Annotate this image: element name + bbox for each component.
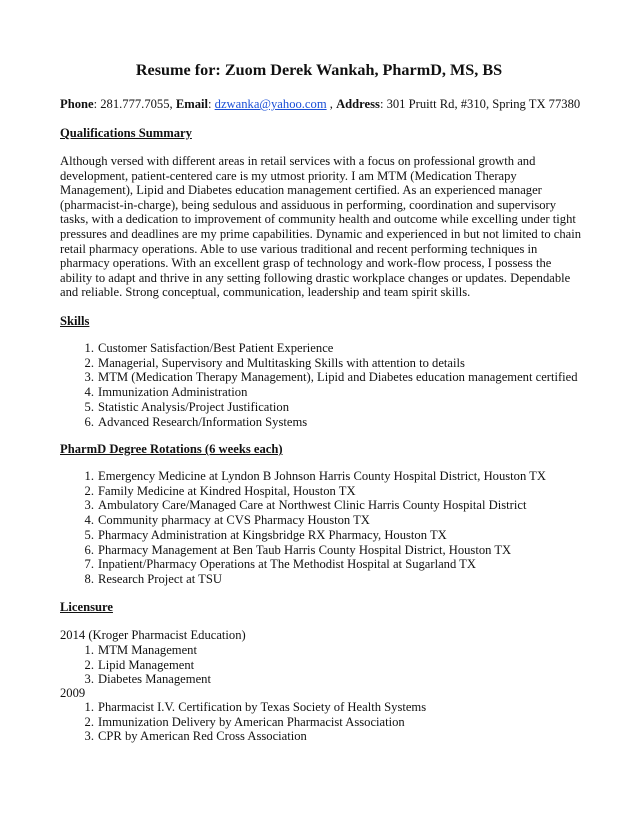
licensure-item: [84, 672, 211, 687]
list-item-text: Lipid Management: [98, 657, 195, 672]
list-item-text: Pharmacy Management at Ben Taub Harris County Hospital District, Houston TX: [98, 542, 512, 557]
list-item-text: Statistic Analysis/Project Justification: [98, 399, 289, 414]
email-trailing: ,: [326, 97, 337, 111]
rotations-heading: PharmD Degree Rotations (6 weeks each): [60, 442, 283, 456]
list-number: 1.: [84, 700, 94, 714]
list-item-text: CPR by American Red Cross Association: [98, 729, 307, 744]
qualifications-heading: Qualifications Summary: [60, 126, 192, 140]
rotation-item: [84, 469, 546, 484]
list-number: 3.: [84, 370, 94, 385]
list-item-text: Customer Satisfaction/Best Patient Experience: [98, 341, 334, 355]
list-number: 8.: [84, 571, 94, 586]
list-item-text: Community pharmacy at CVS Pharmacy Houston TX: [98, 513, 370, 528]
skill-item: [84, 370, 578, 385]
licensure-item: [84, 657, 211, 673]
list-number: 3.: [84, 498, 94, 513]
address-value: : 301 Pruitt Rd, #310, Spring TX 77380: [379, 97, 581, 111]
address-label: Address: [336, 97, 380, 111]
licensure-2014-list: [60, 643, 211, 687]
rotation-item: [84, 513, 546, 528]
list-item-text: MTM Management: [98, 643, 197, 657]
skill-item: [84, 399, 578, 415]
skill-item: [84, 385, 578, 400]
list-item-text: Diabetes Management: [98, 672, 211, 687]
list-item-text: Advanced Research/Information Systems: [98, 414, 308, 429]
licensure-item: [84, 714, 426, 730]
list-number: 6.: [84, 414, 94, 429]
list-item-text: Research Project at TSU: [98, 571, 222, 586]
qualifications-text: Although versed with different areas in retail services with a focus on professional growth and development, patient-centered care is my utmost priority. I am MTM (Medication Therapy Management), Lipid and Diabetes education management certified. As an experienced manager (pharmacist-in-charge), being sedulous and assiduous in performing, coordination and supervisory tasks, with a dedication to improvement of community health and outcome while excelling under tight pressures and deadlines are my prime capabilities. Dynamic and experienced in but not limited to chain retail pharmacy operations. Able to use various traditional and recent performing techniques in pharmacy operations. With an excellent grasp of technology and work-flow process, I possess the ability to adapt and thrive in any setting following drastic workplace changes or updates. Dependable and reliable. Strong conceptual, communication, leadership and team spirit skills.: [60, 154, 582, 300]
list-number: 3.: [84, 672, 94, 687]
skill-item: [84, 341, 578, 356]
list-number: 2.: [84, 483, 94, 498]
list-number: 1.: [84, 341, 94, 355]
list-item-text: Pharmacist I.V. Certification by Texas Society of Health Systems: [98, 700, 427, 714]
skills-list: [60, 341, 578, 429]
page-title: Resume for: Zuom Derek Wankah, PharmD, MS, BS: [135, 61, 503, 79]
licensure-item: [84, 729, 426, 744]
licensure-2009-list: [60, 700, 426, 744]
skill-item: [84, 355, 578, 371]
skills-heading: Skills: [60, 314, 90, 328]
licensure-group-2009-label: 2009: [60, 686, 86, 700]
list-number: 1.: [84, 469, 94, 483]
licensure-heading: Licensure: [60, 600, 113, 614]
licensure-item: [84, 643, 211, 658]
list-item-text: Pharmacy Administration at Kingsbridge RX Pharmacy, Houston TX: [98, 527, 447, 542]
phone-label: Phone: [60, 97, 94, 111]
list-number: 2.: [84, 657, 94, 672]
email-separator: :: [208, 97, 215, 111]
list-number: 4.: [84, 385, 94, 400]
list-item-text: MTM (Medication Therapy Management), Lipid and Diabetes education management certified: [98, 370, 578, 385]
list-item-text: Immunization Administration: [98, 385, 248, 400]
rotation-item: [84, 557, 546, 572]
list-item-text: Family Medicine at Kindred Hospital, Houston TX: [98, 483, 356, 498]
list-number: 7.: [84, 557, 94, 572]
list-number: 5.: [84, 399, 94, 414]
rotation-item: [84, 571, 546, 587]
list-number: 2.: [84, 714, 94, 729]
rotation-item: [84, 542, 546, 558]
list-item-text: Emergency Medicine at Lyndon B Johnson Harris County Hospital District, Houston TX: [98, 469, 546, 483]
list-number: 6.: [84, 542, 94, 557]
rotation-item: [84, 527, 546, 543]
rotation-item: [84, 498, 546, 513]
licensure-item: [84, 700, 427, 715]
rotation-item: [84, 483, 546, 499]
list-item-text: Ambulatory Care/Managed Care at Northwest Clinic Harris County Hospital District: [98, 498, 527, 513]
contact-line: [60, 96, 580, 112]
list-number: 4.: [84, 513, 94, 528]
list-number: 1.: [84, 643, 94, 657]
list-number: 2.: [84, 355, 94, 370]
email-link[interactable]: dzwanka@yahoo.com: [214, 97, 327, 111]
list-number: 3.: [84, 729, 94, 744]
phone-value: : 281.777.7055,: [93, 97, 176, 111]
licensure-group-2014-label: 2014 (Kroger Pharmacist Education): [60, 628, 246, 642]
skill-item: [84, 414, 578, 430]
list-item-text: Inpatient/Pharmacy Operations at The Methodist Hospital at Sugarland TX: [98, 557, 476, 572]
rotations-list: [60, 469, 546, 587]
list-number: 5.: [84, 527, 94, 542]
email-label: Email: [175, 97, 208, 111]
list-item-text: Managerial, Supervisory and Multitasking Skills with attention to details: [98, 355, 465, 370]
list-item-text: Immunization Delivery by American Pharmacist Association: [98, 714, 405, 729]
